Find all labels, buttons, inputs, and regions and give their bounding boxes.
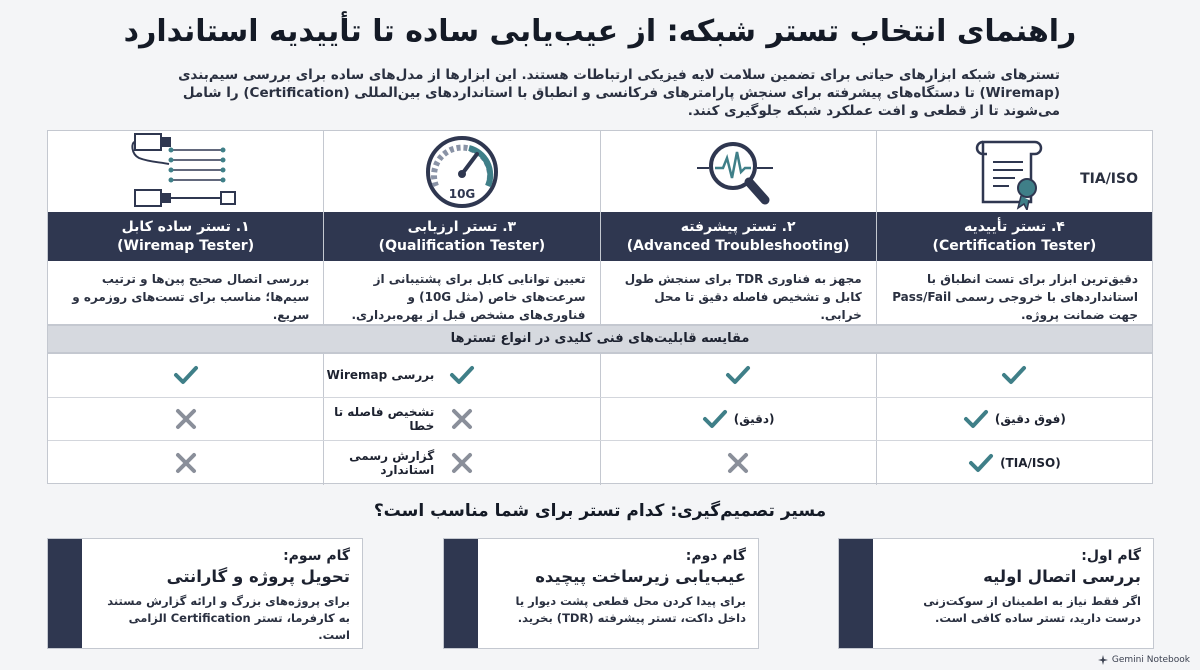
comparison-row xyxy=(48,354,1152,398)
step-accent-bar xyxy=(48,539,82,648)
column-certification xyxy=(876,131,1152,324)
column-header xyxy=(601,212,876,261)
check-icon xyxy=(173,364,199,386)
column-title: ۳. تستر ارزیابی xyxy=(407,218,517,235)
feature-label: تشخیص فاصله تا خطا xyxy=(334,404,435,433)
comparison-cell xyxy=(876,441,1152,485)
column-title: ۴. تستر تأییدیه xyxy=(963,218,1065,235)
comparison-row xyxy=(48,441,1152,485)
step-description: اگر فقط نیاز به اطمینان از سوکت‌زنی درست دارید، تستر ساده کافی است. xyxy=(923,594,1141,625)
magnifier-waveform-icon xyxy=(693,134,783,210)
decision-title: مسیر تصمیم‌گیری: کدام تستر برای شما مناسب است؟ xyxy=(373,501,827,521)
comparison-table xyxy=(47,353,1153,484)
mark-wrap xyxy=(725,364,751,386)
column-wiremap xyxy=(48,131,323,324)
check-icon xyxy=(963,408,989,430)
check-icon xyxy=(968,452,994,474)
column-title: ۱. تستر ساده کابل xyxy=(121,218,250,235)
column-icon-area xyxy=(48,131,323,212)
step-name: بررسی اتصال اولیه xyxy=(983,567,1141,586)
mark-wrap xyxy=(173,408,199,430)
step-description: برای پروژه‌های بزرگ و ارائه گزارش مستند به کارفرما، تستر Certification الزامی است. xyxy=(107,594,350,642)
column-header xyxy=(324,212,599,261)
cable-wiremap-icon xyxy=(131,132,241,212)
column-icon-area xyxy=(877,131,1152,212)
comparison-cell xyxy=(876,354,1152,397)
comparison-cell xyxy=(876,398,1152,441)
decision-step-2 xyxy=(443,538,759,649)
mark-note: (TIA/ISO) xyxy=(1000,455,1061,470)
column-header xyxy=(48,212,323,261)
cross-icon xyxy=(449,452,475,474)
comparison-cell xyxy=(600,398,876,441)
tia-iso-label: TIA/ISO xyxy=(1080,171,1138,187)
comparison-cell xyxy=(600,354,876,397)
mark-note: (فوق دقیق) xyxy=(994,411,1066,426)
mark-wrap xyxy=(449,408,475,430)
mark-wrap xyxy=(963,408,1066,430)
check-icon xyxy=(702,408,728,430)
column-subtitle: (Qualification Tester) xyxy=(378,237,546,254)
column-advanced xyxy=(600,131,876,324)
cross-icon xyxy=(449,408,475,430)
step-label: گام اول: xyxy=(1081,548,1141,564)
comparison-cell xyxy=(48,354,323,397)
check-icon xyxy=(725,364,751,386)
cross-icon xyxy=(725,452,751,474)
step-accent-bar xyxy=(444,539,478,648)
cross-icon xyxy=(173,452,199,474)
column-subtitle: (Wiremap Tester) xyxy=(117,237,255,254)
step-body xyxy=(478,539,758,648)
comparison-cell xyxy=(48,441,323,485)
mark-wrap xyxy=(725,452,751,474)
mark-wrap xyxy=(702,408,775,430)
mark-wrap xyxy=(968,452,1061,474)
column-description: مجهز به فناوری TDR برای سنجش طول کابل و تشخیص فاصله دقیق تا محل خرابی. xyxy=(624,272,862,322)
watermark xyxy=(1098,655,1190,665)
comparison-row xyxy=(48,398,1152,442)
column-icon-area xyxy=(601,131,876,212)
comparison-title: مقایسه قابلیت‌های فنی کلیدی در انواع تسترها xyxy=(47,325,1153,353)
step-label: گام دوم: xyxy=(685,548,746,564)
step-description: برای پیدا کردن محل قطعی پشت دیوار یا داخل داکت، تستر پیشرفته (TDR) بخرید. xyxy=(515,594,746,625)
feature-label: گزارش رسمی استاندارد xyxy=(349,448,435,477)
column-qualification xyxy=(323,131,599,324)
decision-step-1 xyxy=(838,538,1154,649)
column-title: ۲. تستر پیشرفته xyxy=(680,218,796,235)
comparison-cell xyxy=(323,354,599,397)
step-body xyxy=(82,539,362,648)
sparkle-icon xyxy=(1098,655,1108,665)
cross-icon xyxy=(173,408,199,430)
mark-wrap xyxy=(173,364,199,386)
step-label: گام سوم: xyxy=(283,548,350,564)
column-description: تعیین توانایی کابل برای پشتیبانی از سرعت‌های خاص (مثل 10G) و فناوری‌های مشخص قبل از بهره‌برداری. xyxy=(351,272,586,322)
mark-wrap xyxy=(173,452,199,474)
check-icon xyxy=(449,364,475,386)
column-icon-area xyxy=(324,131,599,212)
mark-wrap xyxy=(449,364,475,386)
speed-gauge-icon xyxy=(417,132,507,212)
gauge-label: 10G xyxy=(448,186,476,201)
watermark-text: Gemini Notebook xyxy=(1111,655,1190,665)
feature-label: بررسی Wiremap xyxy=(326,368,435,383)
certificate-icon xyxy=(969,134,1059,210)
step-body xyxy=(873,539,1153,648)
page-title: راهنمای انتخاب تستر شبکه: از عیب‌یابی ساده تا تأییدیه استاندارد xyxy=(123,14,1077,49)
mark-wrap xyxy=(1001,364,1027,386)
column-header xyxy=(877,212,1152,261)
comparison-cell xyxy=(323,441,599,485)
step-name: تحویل پروژه و گارانتی xyxy=(166,567,350,586)
column-description: دقیق‌ترین ابزار برای تست انطباق با استانداردهای با خروجی رسمی Pass/Fail جهت ضمانت پروژه. xyxy=(892,272,1138,322)
column-description: بررسی اتصال صحیح پین‌ها و ترتیب سیم‌ها؛ مناسب برای تست‌های روزمره و سریع. xyxy=(72,272,310,322)
column-subtitle: (Certification Tester) xyxy=(932,237,1097,254)
comparison-cell xyxy=(600,441,876,485)
check-icon xyxy=(1001,364,1027,386)
column-subtitle: (Advanced Troubleshooting) xyxy=(626,237,850,254)
tester-columns xyxy=(47,130,1153,325)
mark-wrap xyxy=(449,452,475,474)
intro-paragraph: تسترهای شبکه ابزارهای حیاتی برای تضمین سلامت لایه فیزیکی ارتباطات هستند. این ابزارها از مدل‌های ساده برای بررسی سیم‌بندی (Wiremap) تا دستگاه‌های پیشرفته برای سنجش پارامترهای فرکانسی و انطباق با استانداردهای بین‌المللی (Certification) را شامل می‌شوند تا از قطعی و افت عملکرد شبکه جلوگیری کنند. xyxy=(178,67,1060,119)
mark-note: (دقیق) xyxy=(733,411,775,426)
decision-step-3 xyxy=(47,538,363,649)
comparison-cell xyxy=(48,398,323,441)
comparison-cell xyxy=(323,398,599,441)
step-accent-bar xyxy=(839,539,873,648)
step-name: عیب‌یابی زیرساخت پیچیده xyxy=(535,567,746,586)
